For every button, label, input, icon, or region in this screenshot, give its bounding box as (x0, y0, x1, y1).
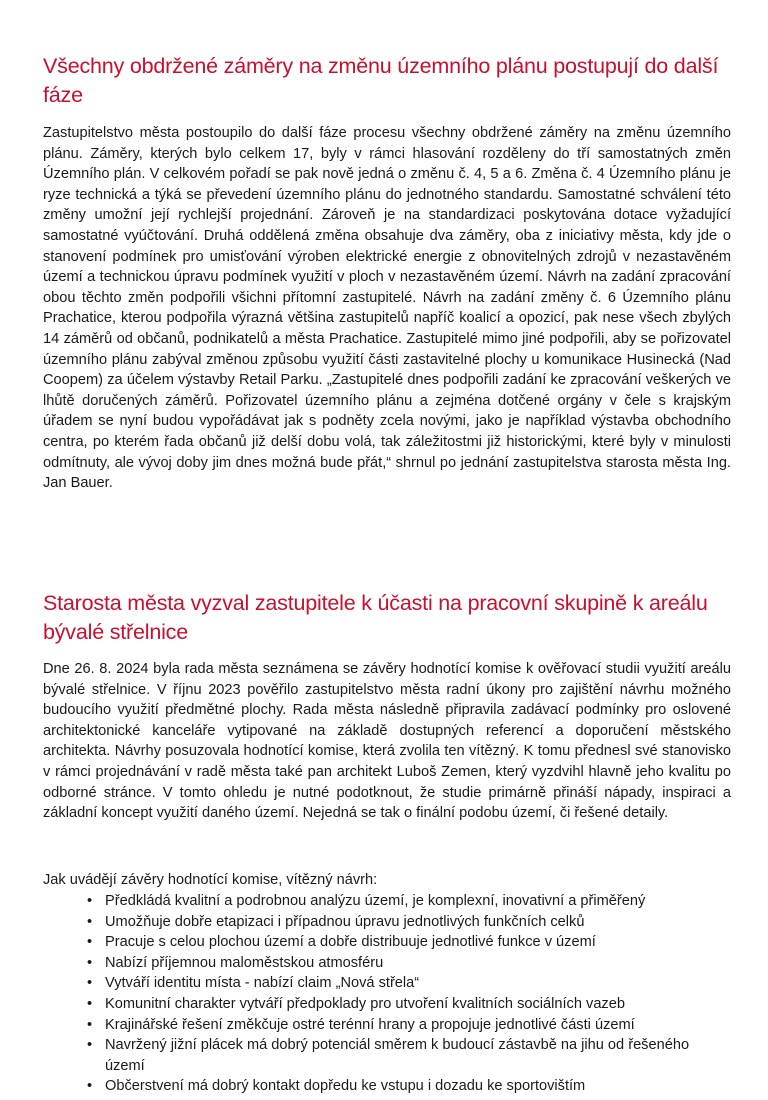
list-item: • Krajinářské řešení změkčuje ostré terénní hrany a propojuje jednotlivé části území (87, 1015, 731, 1036)
article-1-title: Všechny obdržené záměry na změnu územního plánu postupují do další fáze (43, 54, 719, 107)
list-item: • Navržený jižní plácek má dobrý potenciál směrem k budoucí zástavbě na jihu od řešeného území (87, 1037, 690, 1074)
list-item: • Umožňuje dobře etapizaci i případnou úpravu jednotlivých funkčních celků (87, 912, 731, 933)
list-item: • Předkládá kvalitní a podrobnou analýzu území, je komplexní, inovativní a přiměřený (87, 891, 731, 912)
list-intro: Jak uvádějí závěry hodnotící komise, vítězný návrh: (43, 872, 378, 888)
article-2-body: Dne 26. 8. 2024 byla rada města seznámena se závěry hodnotící komise k ověřovací studii využití areálu bývalé střelnice. V říjnu 2023 pověřilo zastupitelstvo města radní úkony pro zajištění návrhu možného budoucího využití předmětné plochy. Rada města následně připravila zadávací podmínky pro oslovené architektonické kanceláře vytipované na základě dostupných referencí a doporučení městského architekta. Návrhy posuzovala hodnotící komise, která zvolila ten vítězný. K tomu přednesl své stanovisko v rámci projednávání v radě města také pan architekt Luboš Zemen, který vyzdvihl hlavně jeho kvalitu po odborné stránce. V tomto ohledu je nutné podotknout, že studie primárně přináší nápady, inspiraci a základní koncept využití daného území. Nejedná se tak o finální podobu území, či řešené detaily. (43, 661, 731, 822)
bullet-icon: • (87, 1016, 93, 1033)
bullet-icon: • (87, 954, 93, 971)
article-1-body: Zastupitelstvo města postoupilo do další fáze procesu všechny obdržené záměry na změnu územního plánu. Záměry, kterých bylo celkem 17, byly v rámci hlasování rozděleny do tří samostatných změn Územního plán. V celkovém pořadí se pak nově jedná o změnu č. 4, 5 a 6. Změna č. 4 Územního plánu je ryze technická a týká se převedení územního plánu do jednotného standardu. Samostatné schválení této změny umožní její rychlejší projednání. Zároveň je na standardizaci poskytována dotace vyžadující samostatné vyúčtování. Druhá oddělená změna obsahuje dva záměry, oba z iniciativy města, kdy jde o stanovení podmínek pro umisťování výroben elektrické energie z obnovitelných zdrojů v nezastavěném území a technickou úpravu podmínek využití v ploch v nezastavěném území. Návrh na zadání zpracování obou těchto změn podpořili všichni přítomní zastupitelé. Návrh na zadání změny č. 6 Územního plánu Prachatice, kterou podpořila výrazná většina zastupitelů napříč koalicí a opozicí, pak nese všech zbylých 14 záměrů od občanů, podnikatelů a města Prachatice. Zastupitelé mimo jiné podpořili, aby se pořizovatel územního plánu zabýval změnou způsobu využití části zastavitelné plochy u komunikace Husinecká (Nad Coopem) za účelem výstavby Retail Parku. „Zastupitelé dnes podpořili zadání ke zpracování veškerých ve lhůtě doručených záměrů. Pořizovatel územního plánu a zejména dotčené orgány v čele s krajským úřadem se nyní budou vypořádávat jak s podněty zcela novými, jako je například výstavba obchodního centra, po kterém řada občanů již delší dobu volá, tak záležitostmi již historickými, které byly v minulosti odmítnuty, ale vývoj doby jim dnes možná bude přát,“ shrnul po jednání zastupitelstva starosta města Ing. Jan Bauer. (43, 125, 731, 492)
list-item: • Nabízí příjemnou maloměstskou atmosféru (87, 953, 731, 974)
list-item: • Pracuje s celou plochou území a dobře distribuuje jednotlivé funkce v území (87, 932, 731, 953)
list-item: • Komunitní charakter vytváří předpoklady pro utvoření kvalitních sociálních vazeb (87, 994, 731, 1015)
evaluation-list (43, 891, 731, 1097)
list-item: • Vytváří identitu místa - nabízí claim „Nová střela“ (87, 973, 731, 994)
bullet-icon: • (87, 893, 93, 909)
bullet-icon: • (87, 1037, 93, 1054)
bullet-icon: • (87, 934, 93, 951)
bullet-icon: • (87, 975, 93, 992)
list-item: • Občerstvení má dobrý kontakt dopředu ke vstupu i dozadu ke sportovištím (87, 1076, 731, 1097)
bullet-icon: • (87, 995, 93, 1012)
bullet-icon: • (87, 913, 93, 930)
article-2-title: Starosta města vyzval zastupitele k účasti na pracovní skupině k areálu bývalé střelnice (43, 591, 708, 644)
bullet-icon: • (87, 1078, 93, 1095)
